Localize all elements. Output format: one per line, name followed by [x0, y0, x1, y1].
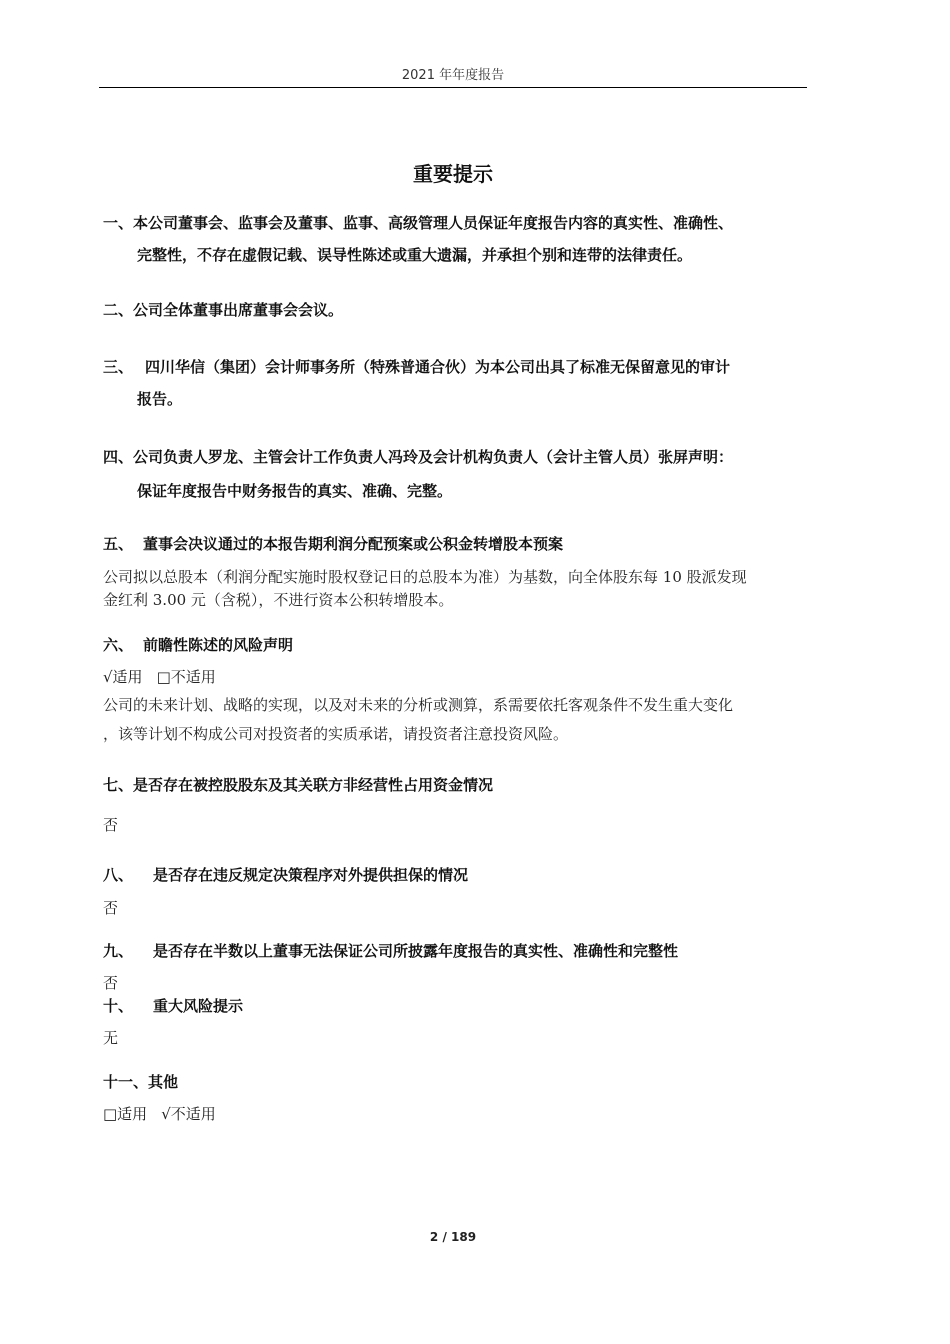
section-1-heading — [103, 212, 733, 233]
section-9-heading — [103, 940, 678, 961]
header-divider — [99, 87, 807, 88]
applicable-checked: √适用 — [103, 668, 143, 686]
section-text: 其他 — [148, 1073, 179, 1091]
section-number: 三、 — [103, 358, 134, 376]
section-text: 是否存在违反规定决策程序对外提供担保的情况 — [153, 866, 469, 884]
section-3-heading — [103, 356, 730, 377]
not-applicable-checked: √不适用 — [161, 1105, 216, 1123]
section-9-answer: 否 — [103, 974, 119, 992]
section-number: 八、 — [103, 866, 134, 884]
section-2-heading — [103, 299, 343, 320]
section-4-continuation: 保证年度报告中财务报告的真实、准确、完整。 — [137, 482, 453, 500]
section-5-body-line-1: 公司拟以总股本（利润分配实施时股权登记日的总股本为准）为基数，向全体股东每 10 股派发现 — [103, 568, 747, 586]
section-number: 一、 — [103, 214, 134, 232]
section-number: 四、 — [103, 448, 134, 466]
section-text: 本公司董事会、监事会及董事、监事、高级管理人员保证年度报告内容的真实性、准确性、 — [133, 214, 734, 232]
section-text: 前瞻性陈述的风险声明 — [143, 636, 294, 654]
section-number: 十、 — [103, 997, 134, 1015]
running-header: 2021 年年度报告 — [401, 68, 505, 83]
section-4-heading — [103, 446, 733, 467]
section-text: 是否存在半数以上董事无法保证公司所披露年度报告的真实性、准确性和完整性 — [153, 942, 679, 960]
section-1-continuation: 完整性，不存在虚假记载、误导性陈述或重大遗漏，并承担个别和连带的法律责任。 — [137, 246, 693, 264]
section-number: 七、 — [103, 776, 134, 794]
section-6-applicability — [103, 666, 216, 687]
section-11-applicability — [103, 1103, 216, 1124]
section-text: 重大风险提示 — [153, 997, 244, 1015]
section-text: 公司全体董事出席董事会会议。 — [133, 301, 344, 319]
section-text: 是否存在被控股股东及其关联方非经营性占用资金情况 — [133, 776, 494, 794]
section-11-heading — [103, 1071, 178, 1092]
page-number: 2 / 189 — [429, 1230, 477, 1244]
section-8-answer: 否 — [103, 899, 119, 917]
section-6-body-line-2: ，该等计划不构成公司对投资者的实质承诺，请投资者注意投资风险。 — [103, 725, 569, 743]
section-5-heading — [103, 533, 563, 554]
section-number: 二、 — [103, 301, 134, 319]
applicable-unchecked: □适用 — [103, 1105, 148, 1123]
section-3-continuation: 报告。 — [137, 390, 183, 408]
section-number: 五、 — [103, 535, 134, 553]
section-number: 十一、 — [103, 1073, 149, 1091]
section-7-heading — [103, 774, 493, 795]
section-5-body-line-2: 金红利 3.00 元（含税），不进行资本公积转增股本。 — [103, 591, 454, 609]
section-text: 四川华信（集团）会计师事务所（特殊普通合伙）为本公司出具了标准无保留意见的审计 — [145, 358, 731, 376]
section-number: 六、 — [103, 636, 134, 654]
section-text: 董事会决议通过的本报告期利润分配预案或公积金转增股本预案 — [143, 535, 564, 553]
section-text: 公司负责人罗龙、主管会计工作负责人冯玲及会计机构负责人（会计主管人员）张屏声明： — [133, 448, 734, 466]
section-10-answer: 无 — [103, 1029, 119, 1047]
section-10-heading — [103, 995, 243, 1016]
section-number: 九、 — [103, 942, 134, 960]
section-7-answer: 否 — [103, 816, 119, 834]
page-title: 重要提示 — [413, 162, 493, 186]
section-6-body-line-1: 公司的未来计划、战略的实现，以及对未来的分析或测算，系需要依托客观条件不发生重大变化 — [103, 696, 734, 714]
section-6-heading — [103, 634, 293, 655]
section-8-heading — [103, 864, 468, 885]
not-applicable-unchecked: □不适用 — [156, 668, 216, 686]
